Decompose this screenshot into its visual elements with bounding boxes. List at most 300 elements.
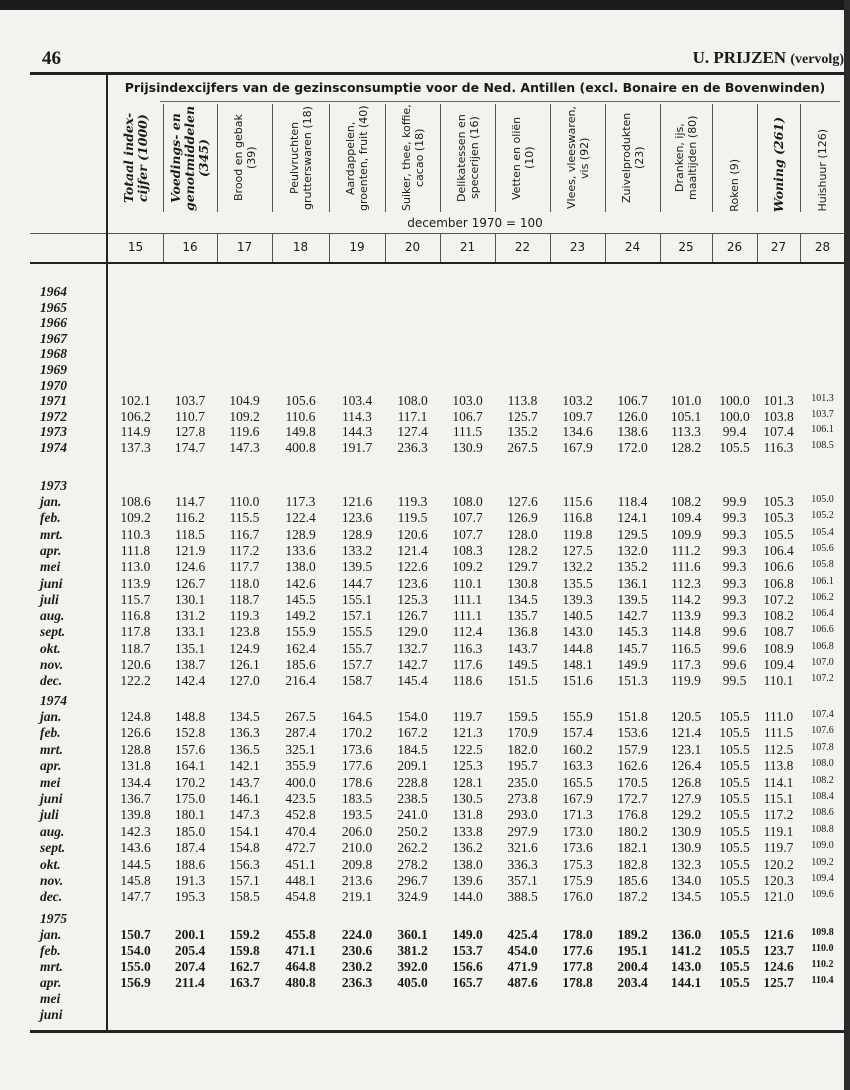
table-cell: 293.0 xyxy=(507,807,538,823)
table-cell: 324.9 xyxy=(397,889,428,905)
table-cell: 99.6 xyxy=(722,640,747,656)
table-cell: 357.1 xyxy=(507,873,538,888)
table-cell: 103.2 xyxy=(562,393,593,409)
table-cell: 206.0 xyxy=(341,823,373,839)
table-cell: 178.8 xyxy=(562,975,593,990)
table-cell: 136.0 xyxy=(670,927,702,942)
table-cell: 149.2 xyxy=(285,608,316,624)
table-cell: 144.7 xyxy=(341,575,373,591)
table-cell: 99.6 xyxy=(722,657,747,672)
table-cell: 136.3 xyxy=(229,725,260,741)
column-separator xyxy=(217,234,218,262)
table-cell: 115.7 xyxy=(120,591,151,607)
table-cell: 105.5 xyxy=(719,943,750,958)
table-cell: 102.1 xyxy=(120,393,151,409)
table-cell: 154.0 xyxy=(120,943,151,958)
table-cell: 113.9 xyxy=(671,608,701,624)
table-cell: 157.1 xyxy=(229,873,260,888)
table-cell: 126.7 xyxy=(397,608,428,624)
column-separator xyxy=(550,104,551,212)
table-cell: 105.2 xyxy=(811,510,834,522)
column-number: 20 xyxy=(404,240,421,254)
table-cell: 120.3 xyxy=(763,873,794,888)
row-label: feb. xyxy=(40,943,61,958)
row-label: feb. xyxy=(40,725,61,741)
table-cell: 156.3 xyxy=(229,856,260,872)
table-cell: 325.1 xyxy=(285,741,316,757)
table-cell: 115.5 xyxy=(229,510,260,526)
table-cell: 142.6 xyxy=(285,575,316,591)
table-cell: 115.1 xyxy=(763,791,794,806)
column-number: 19 xyxy=(349,240,365,254)
table-cell: 235.0 xyxy=(507,774,538,790)
table-cell: 200.4 xyxy=(617,959,648,974)
table-cell: 117.2 xyxy=(229,542,260,558)
column-separator xyxy=(712,104,713,212)
column-header-21 xyxy=(440,104,495,212)
row-label: 1973 xyxy=(40,424,67,440)
table-cell: 105.4 xyxy=(811,526,834,538)
column-header-22 xyxy=(495,104,550,212)
table-cell: 121.9 xyxy=(174,542,206,558)
table-cell: 119.3 xyxy=(229,608,260,624)
row-label: apr. xyxy=(40,975,62,990)
table-cell: 128.0 xyxy=(507,526,538,542)
table-cell: 127.0 xyxy=(229,673,260,689)
table-cell: 109.7 xyxy=(562,408,593,424)
column-header-20 xyxy=(385,104,440,212)
column-separator xyxy=(385,104,386,212)
column-separator xyxy=(440,104,441,212)
table-cell: 118.6 xyxy=(452,673,483,689)
table-cell: 109.4 xyxy=(763,657,794,672)
table-cell: 101.3 xyxy=(763,393,794,409)
table-cell: 105.5 xyxy=(719,725,750,741)
table-cell: 180.1 xyxy=(174,807,206,823)
table-cell: 112.4 xyxy=(452,624,483,640)
table-cell: 109.9 xyxy=(670,526,702,542)
table-cell: 360.1 xyxy=(397,927,428,942)
table-cell: 157.1 xyxy=(341,608,373,624)
table-cell: 134.5 xyxy=(507,591,538,607)
table-cell: 114.8 xyxy=(671,624,701,640)
table-cell: 108.2 xyxy=(763,608,794,624)
table-cell: 177.6 xyxy=(562,943,593,958)
bottom-rule xyxy=(30,1030,845,1033)
row-label: sept. xyxy=(40,624,66,640)
table-cell: 173.6 xyxy=(562,840,593,856)
table-cell: 105.5 xyxy=(719,959,750,974)
table-cell: 144.0 xyxy=(452,889,483,905)
table-cell: 105.5 xyxy=(719,823,750,839)
table-cell: 143.0 xyxy=(562,624,593,640)
table-cell: 138.6 xyxy=(617,424,648,440)
table-cell: 111.2 xyxy=(671,542,701,558)
table-cell: 99.3 xyxy=(722,591,747,607)
table-cell: 162.6 xyxy=(617,758,648,774)
table-cell: 130.5 xyxy=(452,791,483,806)
table-cell: 147.7 xyxy=(120,889,151,905)
row-label: sept. xyxy=(40,840,66,856)
table-cell: 119.8 xyxy=(562,526,593,542)
table-cell: 126.6 xyxy=(120,725,151,741)
table-cell: 120.6 xyxy=(120,657,151,672)
table-cell: 151.6 xyxy=(562,673,593,689)
table-cell: 170.2 xyxy=(174,774,206,790)
column-header-label: Suiker, thee, koffie, cacao (18) xyxy=(399,104,426,212)
table-cell: 154.1 xyxy=(229,823,260,839)
table-cell: 139.6 xyxy=(452,873,483,888)
row-label: dec. xyxy=(40,673,63,689)
table-cell: 99.9 xyxy=(722,494,747,509)
table-cell: 112.5 xyxy=(763,741,794,757)
table-cell: 134.4 xyxy=(120,774,151,790)
table-cell: 109.4 xyxy=(670,510,702,526)
table-cell: 165.5 xyxy=(562,774,593,790)
table-cell: 106.8 xyxy=(811,640,834,652)
table-cell: 224.0 xyxy=(341,927,373,942)
table-cell: 149.9 xyxy=(617,657,648,672)
table-cell: 99.3 xyxy=(722,542,747,558)
column-header-label: Peulvruchten grutterswaren (18) xyxy=(287,106,314,210)
table-cell: 105.5 xyxy=(719,927,750,942)
table-cell: 114.9 xyxy=(120,424,151,440)
table-cell: 101.0 xyxy=(670,393,702,409)
column-separator xyxy=(800,104,801,212)
row-label: mei xyxy=(40,991,61,1006)
table-cell: 236.3 xyxy=(341,975,373,990)
table-cell: 177.8 xyxy=(562,959,593,974)
column-number: 22 xyxy=(514,240,531,254)
table-cell: 142.3 xyxy=(120,823,151,839)
table-cell: 126.1 xyxy=(229,657,260,672)
column-header-label: Totaal index-cijfer (1000) xyxy=(120,112,150,204)
table-cell: 105.5 xyxy=(719,791,750,806)
table-cell: 142.1 xyxy=(229,758,260,774)
table-cell: 114.2 xyxy=(671,591,701,607)
table-cell: 108.5 xyxy=(811,440,834,451)
table-cell: 156.6 xyxy=(452,959,483,974)
table-cell: 106.6 xyxy=(763,559,794,575)
row-label: 1971 xyxy=(40,393,67,409)
table-cell: 118.7 xyxy=(229,591,260,607)
column-header-23 xyxy=(550,104,605,212)
table-cell: 182.8 xyxy=(617,856,648,872)
table-cell: 157.7 xyxy=(341,657,373,672)
table-cell: 471.1 xyxy=(285,943,316,958)
table-cell: 423.5 xyxy=(285,791,316,806)
table-cell: 116.7 xyxy=(229,526,260,542)
table-cell: 103.7 xyxy=(811,408,834,420)
table-cell: 104.9 xyxy=(229,393,260,409)
table-cell: 219.1 xyxy=(341,889,373,905)
table-cell: 108.3 xyxy=(452,542,483,558)
table-cell: 174.7 xyxy=(174,440,206,455)
section-year: 1973 xyxy=(40,478,67,493)
table-cell: 106.2 xyxy=(120,408,151,424)
column-number: 18 xyxy=(292,240,309,254)
table-cell: 113.9 xyxy=(120,575,151,591)
running-head-suffix: (vervolg) xyxy=(790,52,844,67)
column-number: 26 xyxy=(726,240,743,254)
table-cell: 105.8 xyxy=(811,559,834,571)
table-cell: 133.8 xyxy=(452,823,483,839)
column-separator xyxy=(272,234,273,262)
table-cell: 176.8 xyxy=(617,807,648,823)
table-cell: 336.3 xyxy=(507,856,538,872)
column-separator xyxy=(660,234,661,262)
table-cell: 108.2 xyxy=(811,774,834,786)
table-cell: 105.5 xyxy=(719,975,750,990)
table-cell: 112.3 xyxy=(671,575,701,591)
table-cell: 146.1 xyxy=(229,791,260,806)
table-cell: 106.6 xyxy=(811,624,834,636)
table-cell: 170.5 xyxy=(617,774,648,790)
table-cell: 130.8 xyxy=(507,575,538,591)
table-cell: 228.8 xyxy=(397,774,428,790)
table-cell: 480.8 xyxy=(285,975,316,990)
row-label: juli xyxy=(40,807,59,823)
table-cell: 154.0 xyxy=(397,709,428,724)
table-cell: 132.3 xyxy=(670,856,702,872)
table-cell: 135.1 xyxy=(174,640,206,656)
table-cell: 110.4 xyxy=(811,975,834,986)
table-cell: 109.6 xyxy=(811,889,834,901)
table-cell: 116.3 xyxy=(452,640,483,656)
table-cell: 108.7 xyxy=(763,624,794,640)
table-cell: 178.6 xyxy=(341,774,373,790)
row-label: 1967 xyxy=(40,330,67,346)
table-cell: 129.0 xyxy=(397,624,428,640)
table-cell: 159.2 xyxy=(229,927,260,942)
row-label: jan. xyxy=(40,927,62,942)
table-cell: 132.0 xyxy=(617,542,648,558)
table-cell: 143.0 xyxy=(670,959,702,974)
table-cell: 133.6 xyxy=(285,542,316,558)
column-separator xyxy=(163,104,164,212)
table-cell: 119.3 xyxy=(397,494,428,509)
table-cell: 105.5 xyxy=(719,889,750,905)
table-cell: 452.8 xyxy=(285,807,316,823)
table-cell: 108.0 xyxy=(452,494,483,509)
table-cell: 164.1 xyxy=(174,758,206,774)
column-separator xyxy=(329,234,330,262)
column-header-label: Roken (9) xyxy=(728,159,741,212)
table-cell: 144.5 xyxy=(120,856,151,872)
table-cell: 132.7 xyxy=(397,640,428,656)
table-cell: 162.7 xyxy=(229,959,260,974)
table-cell: 173.0 xyxy=(562,823,593,839)
table-cell: 116.8 xyxy=(562,510,593,526)
table-cell: 116.2 xyxy=(175,510,205,526)
row-label: nov. xyxy=(40,657,64,672)
table-cell: 113.0 xyxy=(120,559,151,575)
table-cell: 250.2 xyxy=(397,823,428,839)
table-cell: 157.9 xyxy=(617,741,648,757)
table-cell: 123.6 xyxy=(397,575,428,591)
table-cell: 142.7 xyxy=(617,608,648,624)
table-cell: 130.1 xyxy=(174,591,206,607)
table-cell: 134.0 xyxy=(670,873,702,888)
table-cell: 135.2 xyxy=(617,559,648,575)
row-label: juni xyxy=(40,791,63,806)
table-cell: 123.1 xyxy=(670,741,702,757)
row-label: 1974 xyxy=(40,440,67,455)
table-cell: 103.0 xyxy=(452,393,483,409)
table-cell: 321.6 xyxy=(507,840,538,856)
table-cell: 151.5 xyxy=(507,673,538,689)
table-cell: 185.0 xyxy=(174,823,206,839)
table-cell: 203.4 xyxy=(617,975,648,990)
table-cell: 155.5 xyxy=(341,624,373,640)
header-bottom-rule xyxy=(30,262,845,264)
table-cell: 107.0 xyxy=(811,657,834,668)
column-separator xyxy=(163,234,164,262)
table-cell: 105.5 xyxy=(719,856,750,872)
column-header-label: Vetten en oliën (10) xyxy=(509,116,536,200)
table-cell: 171.3 xyxy=(562,807,593,823)
column-header-label: Delikatessen en specerijen (16) xyxy=(454,114,481,202)
table-cell: 230.2 xyxy=(341,959,373,974)
row-label: 1968 xyxy=(40,346,67,362)
table-cell: 99.3 xyxy=(722,608,747,624)
table-cell: 125.7 xyxy=(507,408,538,424)
table-cell: 185.6 xyxy=(617,873,648,888)
table-cell: 137.3 xyxy=(120,440,151,455)
table-cell: 145.5 xyxy=(285,591,316,607)
table-cell: 175.3 xyxy=(562,856,593,872)
table-cell: 117.7 xyxy=(229,559,260,575)
table-cell: 109.0 xyxy=(811,840,834,852)
table-cell: 448.1 xyxy=(285,873,316,888)
table-cell: 155.9 xyxy=(562,709,593,724)
table-cell: 116.8 xyxy=(120,608,151,624)
column-separator xyxy=(757,234,758,262)
table-cell: 113.3 xyxy=(671,424,701,440)
table-cell: 141.2 xyxy=(670,943,702,958)
row-label: apr. xyxy=(40,542,62,558)
title-rule xyxy=(160,101,840,102)
table-cell: 109.2 xyxy=(229,408,260,424)
base-note: december 1970 = 100 xyxy=(407,216,543,230)
table-cell: 124.9 xyxy=(229,640,260,656)
table-cell: 149.0 xyxy=(452,927,483,942)
table-cell: 121.4 xyxy=(397,542,428,558)
table-cell: 167.9 xyxy=(562,791,593,806)
table-cell: 105.6 xyxy=(811,542,834,554)
table-cell: 183.5 xyxy=(341,791,373,806)
table-cell: 117.3 xyxy=(671,657,701,672)
table-cell: 464.8 xyxy=(285,959,316,974)
table-cell: 105.1 xyxy=(670,408,702,424)
table-cell: 99.3 xyxy=(722,526,747,542)
table-cell: 126.8 xyxy=(670,774,702,790)
table-cell: 157.6 xyxy=(174,741,206,757)
table-cell: 238.5 xyxy=(397,791,428,806)
table-cell: 178.0 xyxy=(562,927,593,942)
table-cell: 129.2 xyxy=(670,807,702,823)
table-cell: 381.2 xyxy=(397,943,428,958)
table-cell: 111.1 xyxy=(452,591,483,607)
column-header-26 xyxy=(712,104,757,212)
table-cell: 167.9 xyxy=(562,440,593,455)
column-header-18 xyxy=(272,104,329,212)
running-head-main: U. PRIJZEN xyxy=(692,48,787,67)
table-cell: 159.8 xyxy=(229,943,260,958)
column-header-17 xyxy=(217,104,272,212)
table-cell: 101.3 xyxy=(811,393,834,405)
table-cell: 125.7 xyxy=(763,975,794,990)
table-cell: 106.8 xyxy=(763,575,794,591)
table-cell: 142.7 xyxy=(397,657,428,672)
table-cell: 118.5 xyxy=(175,526,205,542)
column-header-label: Vlees, vleeswaren, vis (92) xyxy=(564,106,591,210)
table-cell: 111.1 xyxy=(452,608,483,624)
table-cell: 155.7 xyxy=(341,640,373,656)
section-year: 1974 xyxy=(40,693,67,708)
table-cell: 126.0 xyxy=(617,408,648,424)
column-number: 24 xyxy=(624,240,641,254)
table-cell: 164.5 xyxy=(341,709,373,724)
table-cell: 157.4 xyxy=(562,725,593,741)
table-cell: 158.5 xyxy=(229,889,260,905)
table-cell: 130.9 xyxy=(670,840,702,856)
column-separator xyxy=(495,104,496,212)
table-cell: 100.0 xyxy=(719,393,750,409)
row-label: 1970 xyxy=(40,377,67,393)
table-cell: 130.9 xyxy=(670,823,702,839)
column-header-label: Zuivelprodukten (23) xyxy=(619,112,646,204)
table-cell: 114.1 xyxy=(763,774,794,790)
row-label: feb. xyxy=(40,510,61,526)
table-cell: 108.6 xyxy=(120,494,151,509)
table-cell: 103.8 xyxy=(763,408,794,424)
table-cell: 136.7 xyxy=(120,791,151,806)
column-separator xyxy=(605,104,606,212)
table-cell: 139.5 xyxy=(617,591,648,607)
table-cell: 119.6 xyxy=(229,424,260,440)
table-cell: 297.9 xyxy=(507,823,538,839)
table-cell: 209.1 xyxy=(397,758,428,774)
row-label: 1966 xyxy=(40,315,67,331)
table-cell: 139.3 xyxy=(562,591,593,607)
table-cell: 122.5 xyxy=(452,741,483,757)
row-label: mrt. xyxy=(40,526,63,542)
table-cell: 113.8 xyxy=(763,758,794,774)
table-cell: 123.6 xyxy=(341,510,373,526)
table-cell: 139.8 xyxy=(120,807,151,823)
table-cell: 130.9 xyxy=(452,440,483,455)
table-cell: 111.5 xyxy=(452,424,483,440)
table-cell: 184.5 xyxy=(397,741,428,757)
table-cell: 487.6 xyxy=(507,975,538,990)
table-cell: 267.5 xyxy=(507,440,538,455)
row-label: aug. xyxy=(40,823,65,839)
column-number: 28 xyxy=(814,240,831,254)
column-separator xyxy=(660,104,661,212)
table-cell: 109.2 xyxy=(452,559,483,575)
page-number: 46 xyxy=(42,48,61,69)
table-cell: 107.2 xyxy=(763,591,794,607)
table-cell: 107.6 xyxy=(811,725,834,737)
table-cell: 185.6 xyxy=(285,657,316,672)
table-cell: 121.6 xyxy=(341,494,373,509)
table-cell: 143.7 xyxy=(229,774,260,790)
table-cell: 187.2 xyxy=(617,889,648,905)
column-number: 15 xyxy=(127,240,144,254)
table-cell: 118.7 xyxy=(120,640,151,656)
table-cell: 267.5 xyxy=(285,709,316,724)
